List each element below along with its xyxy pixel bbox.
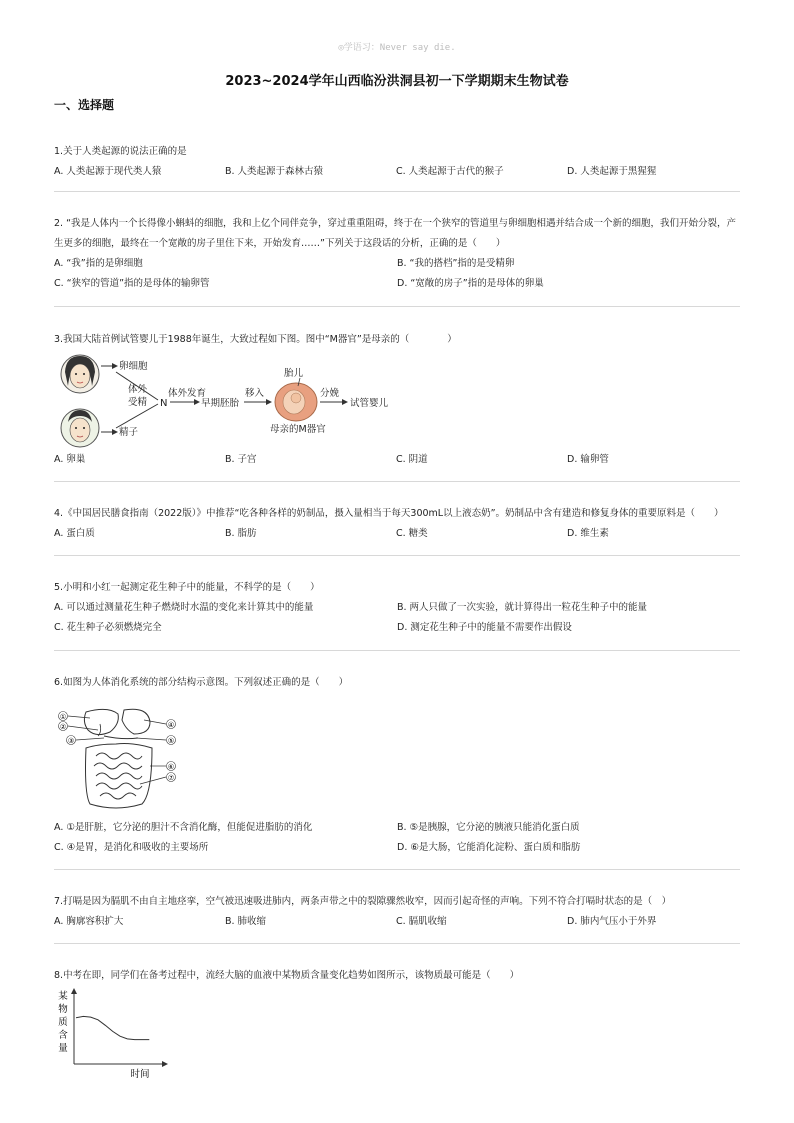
option-d[interactable]: D. 测定花生种子中的能量不需要作出假设 <box>397 622 572 633</box>
x-axis-arrowhead <box>162 1061 168 1067</box>
question-stem: 6.如图为人体消化系统的部分结构示意图。下列叙述正确的是（ ） <box>54 677 349 688</box>
question-stem: 1.关于人类起源的说法正确的是 <box>54 146 187 157</box>
option-b[interactable]: B. ⑤是胰腺，它分泌的胰液只能消化蛋白质 <box>397 822 580 833</box>
option-b[interactable]: B. 子宫 <box>225 454 257 465</box>
option-c[interactable]: C. 膈肌收缩 <box>396 916 447 927</box>
egg-label: 卵细胞 <box>119 361 148 372</box>
option-c[interactable]: C. ④是胃，是消化和吸收的主要场所 <box>54 842 209 853</box>
header-motto: ◎学语习：Never say die. <box>338 43 456 53</box>
option-c[interactable]: C. 花生种子必须燃烧完全 <box>54 622 162 633</box>
label-6: ⑥ <box>167 763 175 771</box>
question-stem: 3.我国大陆首例试管婴儿于1988年诞生，大致过程如下图。图中“M器官”是母亲的（ ） <box>54 334 457 345</box>
sperm-label: 精子 <box>119 427 139 438</box>
option-c[interactable]: C. “狭窄的管道”指的是母体的输卵管 <box>54 278 210 289</box>
divider <box>54 481 740 482</box>
label-5: ⑤ <box>167 737 175 745</box>
option-a[interactable]: A. 可以通过测量花生种子燃烧时水温的变化来计算其中的能量 <box>54 602 314 613</box>
question-7 <box>54 892 740 932</box>
substance-content-chart <box>54 988 174 1080</box>
label-7: ⑦ <box>167 774 175 782</box>
question-3 <box>54 330 740 350</box>
question-stem: 7.打嗝是因为膈肌不由自主地痉挛，空气被迅速吸进肺内，两条声带之中的裂隙骤然收窄，因而引起奇怪的声响。下列不符合打嗝时状态的是（ ） <box>54 896 672 907</box>
father-face-icon <box>61 409 99 447</box>
option-a[interactable]: A. ①是肝脏，它分泌的胆汁不含消化酶，但能促进脂肪的消化 <box>54 822 313 833</box>
option-d[interactable]: D. 人类起源于黑猩猩 <box>567 166 657 177</box>
digestive-system-diagram <box>56 704 182 816</box>
question-4 <box>54 504 740 544</box>
birth-arrowhead <box>342 399 348 405</box>
question-1 <box>54 142 740 182</box>
option-a[interactable]: A. 人类起源于现代类人猿 <box>54 166 162 177</box>
zygote-label: N <box>160 398 168 409</box>
option-d[interactable]: D. 肺内气压小于外界 <box>567 916 657 927</box>
option-b[interactable]: B. 脂肪 <box>225 528 257 539</box>
question-stem: 2. “我是人体内一个长得像小蝌蚪的细胞，我和上亿个同伴竞争，穿过重重阻碍，终于在一个狭窄的管道里与卵细胞相遇并结合成一个新的细胞，我们开始分裂，产生更多的细胞，最终在一个宽敞的房子里住下来，开始发育……”下列关于这段话的分析，正确的是（ ） <box>54 218 737 249</box>
divider <box>54 650 740 651</box>
option-d[interactable]: D. 输卵管 <box>567 454 609 465</box>
option-d[interactable]: D. ⑥是大肠，它能消化淀粉、蛋白质和脂肪 <box>397 842 581 853</box>
transfer-arrowhead <box>266 399 272 405</box>
divider <box>54 555 740 556</box>
fertilization-label-2: 受精 <box>128 397 148 408</box>
question-stem: 5.小明和小红一起测定花生种子中的能量，不科学的是（ ） <box>54 582 320 593</box>
ivf-process-diagram <box>56 352 406 450</box>
option-c[interactable]: C. 人类起源于古代的猴子 <box>396 166 504 177</box>
question-6-options <box>54 818 740 858</box>
stomach-shape <box>122 709 150 734</box>
y-axis-label-char: 量 <box>58 1043 68 1054</box>
fetus-label: 胎儿 <box>284 368 304 379</box>
y-axis-label-char: 质 <box>58 1017 68 1028</box>
fertilization-label-1: 体外 <box>128 384 148 395</box>
question-stem: 8.中考在即，同学们在备考过程中，流经大脑的血液中某物质含量变化趋势如图所示，该物质最可能是（ ） <box>54 970 520 981</box>
divider <box>54 191 740 192</box>
question-2 <box>54 214 740 294</box>
option-d[interactable]: D. “宽敞的房子”指的是母体的卵巢 <box>397 278 544 289</box>
y-axis-arrowhead <box>71 988 77 994</box>
question-3-options <box>54 450 740 470</box>
series-line <box>76 1016 149 1039</box>
option-c[interactable]: C. 阴道 <box>396 454 428 465</box>
birth-label: 分娩 <box>320 388 340 399</box>
page-title: 2023~2024学年山西临汾洪洞县初一下学期期末生物试卷 <box>225 74 569 89</box>
option-a[interactable]: A. 蛋白质 <box>54 528 95 539</box>
label-4: ④ <box>167 721 175 729</box>
question-stem: 4.《中国居民膳食指南（2022版）》中推荐“吃各种各样的奶制品，摄入量相当于每天300mL以上液态奶”。奶制品中含有建造和修复身体的重要原料是（ ） <box>54 508 724 519</box>
transfer-label: 移入 <box>245 388 265 399</box>
divider <box>54 869 740 870</box>
y-axis-label-char: 物 <box>58 1004 68 1015</box>
option-a[interactable]: A. 卵巢 <box>54 454 86 465</box>
y-axis-label-char: 某 <box>58 991 68 1002</box>
divider <box>54 306 740 307</box>
pancreas-shape <box>104 736 138 739</box>
liver-shape <box>84 709 118 734</box>
option-b[interactable]: B. 肺收缩 <box>225 916 267 927</box>
label-3: ③ <box>67 737 75 745</box>
option-b[interactable]: B. 人类起源于森林古猿 <box>225 166 324 177</box>
develop-arrowhead <box>194 399 200 405</box>
sperm-arrowhead <box>112 429 118 435</box>
divider <box>54 943 740 944</box>
option-b[interactable]: B. 两人只做了一次实验，就计算得出一粒花生种子中的能量 <box>397 602 648 613</box>
option-b[interactable]: B. “我的搭档”指的是受精卵 <box>397 258 515 269</box>
question-8 <box>54 966 740 986</box>
organ-label: 母亲的M器官 <box>270 424 326 435</box>
develop-label: 体外发育 <box>168 388 207 399</box>
mother-face-icon <box>61 355 99 393</box>
uterus-illustration <box>275 383 317 421</box>
label-2: ② <box>59 723 67 731</box>
option-d[interactable]: D. 维生素 <box>567 528 609 539</box>
question-5 <box>54 578 740 638</box>
question-6 <box>54 673 740 693</box>
embryo-label: 早期胚胎 <box>201 398 240 409</box>
x-axis-label: 时间 <box>130 1069 150 1080</box>
label-1: ① <box>59 713 67 721</box>
large-intestine-shape <box>86 744 153 809</box>
option-a[interactable]: A. 胸廓容积扩大 <box>54 916 124 927</box>
baby-label: 试管婴儿 <box>350 398 389 409</box>
y-axis-label-char: 含 <box>58 1030 68 1041</box>
section-heading: 一、选择题 <box>54 98 115 112</box>
egg-arrowhead <box>112 363 118 369</box>
option-c[interactable]: C. 糖类 <box>396 528 428 539</box>
option-a[interactable]: A. “我”指的是卵细胞 <box>54 258 143 269</box>
